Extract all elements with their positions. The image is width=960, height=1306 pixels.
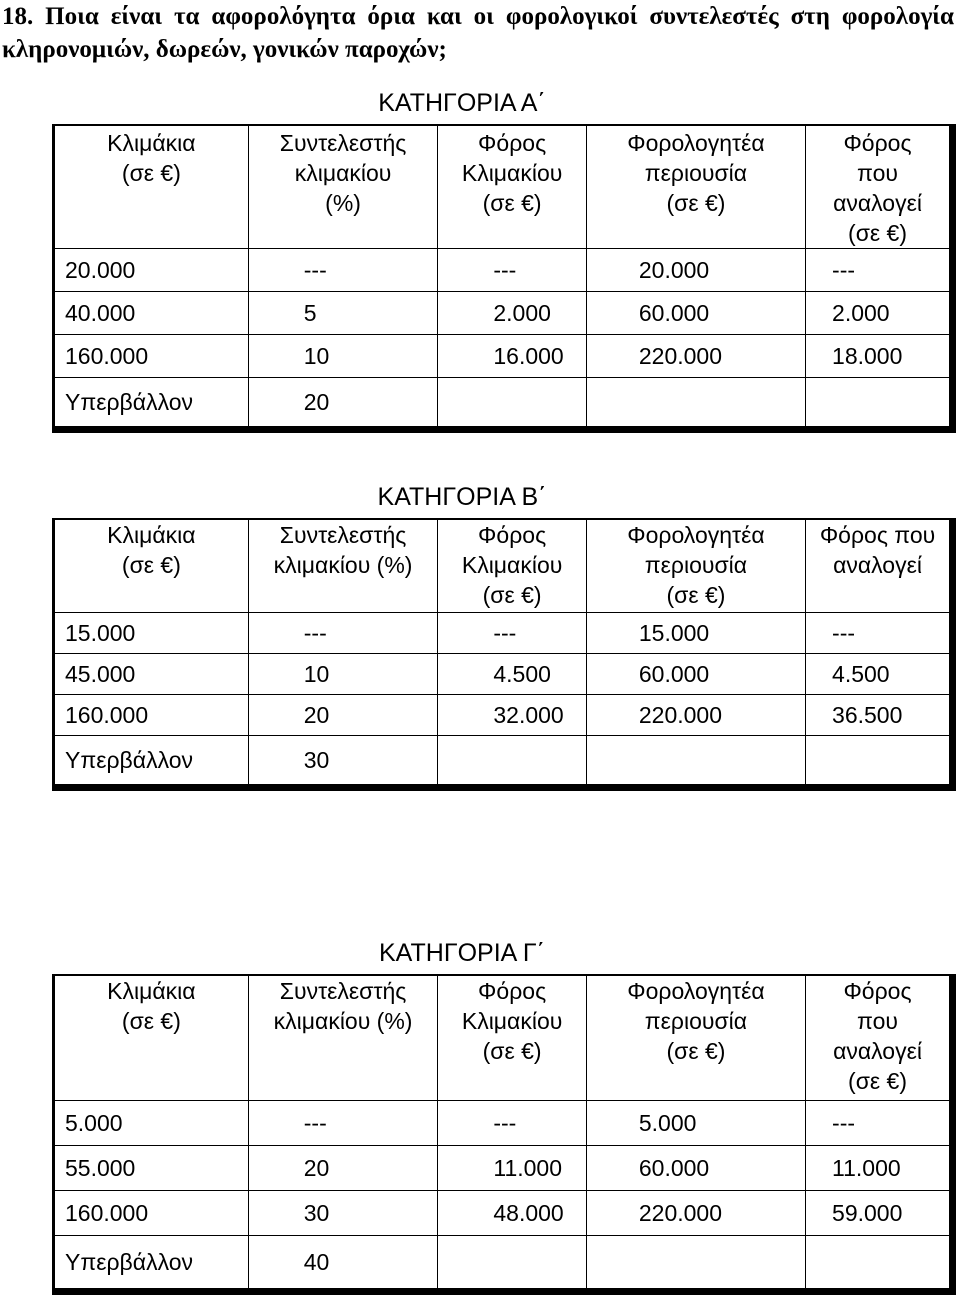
table-cell: [586, 736, 805, 788]
category-c-table: [52, 974, 956, 1295]
column-header: [54, 519, 249, 613]
table-cell: [438, 736, 587, 788]
table-cell: 45.000: [54, 654, 249, 695]
table-cell: [806, 378, 953, 430]
column-header-line: αναλογεί: [833, 552, 922, 578]
table-cell: [806, 736, 953, 788]
table-row: [54, 736, 953, 788]
column-header: [586, 519, 805, 613]
column-header: [806, 125, 953, 249]
table-row: [54, 695, 953, 736]
column-header-line: Συντελεστής: [279, 978, 407, 1004]
column-header-line: Κλιμάκια: [107, 130, 196, 156]
table-cell: 30: [248, 736, 438, 788]
column-header: [438, 125, 587, 249]
table-cell: 220.000: [586, 1191, 805, 1236]
column-header: [248, 519, 438, 613]
table-row: [54, 249, 953, 292]
column-header-line: (σε €): [121, 160, 181, 186]
table-cell: 11.000: [806, 1146, 953, 1191]
column-header-line: (σε €): [666, 1038, 726, 1064]
column-header-line: Φόρος: [478, 522, 547, 548]
column-header-line: Συντελεστής: [279, 522, 407, 548]
column-header-line: αναλογεί: [833, 190, 922, 216]
table-row: [54, 378, 953, 430]
column-header: [248, 125, 438, 249]
table-cell: 55.000: [54, 1146, 249, 1191]
table-cell: 60.000: [586, 654, 805, 695]
table-cell: 40.000: [54, 292, 249, 335]
column-header-line: Κλιμάκια: [107, 978, 196, 1004]
column-header-line: Φορολογητέα: [627, 978, 765, 1004]
category-a-table-wrap: [52, 124, 956, 433]
table-cell: 160.000: [54, 335, 249, 378]
category-b-table: [52, 518, 956, 791]
table-cell: 16.000: [438, 335, 587, 378]
column-header: [806, 975, 953, 1101]
category-c-table-wrap: [52, 974, 956, 1295]
table-cell: ---: [806, 613, 953, 654]
column-header: [54, 975, 249, 1101]
column-header-line: (σε €): [121, 552, 181, 578]
table-cell: 4.500: [438, 654, 587, 695]
table-cell: 5.000: [586, 1101, 805, 1146]
column-header-line: περιουσία: [644, 552, 748, 578]
column-header-line: που: [857, 1008, 898, 1034]
column-header: [54, 125, 249, 249]
table-cell: 5: [248, 292, 438, 335]
column-header-line: αναλογεί: [833, 1038, 922, 1064]
question-heading: 18. Ποια είναι τα αφορολόγητα όρια και οι φορολογικοί συντελεστές στη φορολογία κληρονομιών, δωρεών, γονικών παροχών;: [2, 3, 954, 63]
category-b-table-wrap: [52, 518, 956, 791]
column-header-line: Φορολογητέα: [627, 130, 765, 156]
column-header: [438, 975, 587, 1101]
table-row: [54, 292, 953, 335]
table-cell: ---: [438, 1101, 587, 1146]
table-cell: 20: [248, 695, 438, 736]
table-row: [54, 1146, 953, 1191]
table-cell: [438, 1236, 587, 1292]
column-header-line: κλιμακίου: [294, 160, 392, 186]
column-header-line: Φόρος: [478, 130, 547, 156]
column-header-line: (σε €): [121, 1008, 181, 1034]
column-header-line: (σε €): [666, 190, 726, 216]
column-header-line: Φόρος: [843, 978, 912, 1004]
table-cell: Υπερβάλλον: [54, 378, 249, 430]
table-cell: 20: [248, 1146, 438, 1191]
column-header-line: (σε €): [482, 190, 542, 216]
column-header-line: περιουσία: [644, 1008, 748, 1034]
table-row: [54, 1101, 953, 1146]
category-a-title: ΚΑΤΗΓΟΡΙΑ Α΄: [378, 89, 546, 117]
table-cell: 5.000: [54, 1101, 249, 1146]
table-cell: 20: [248, 378, 438, 430]
table-cell: ---: [248, 1101, 438, 1146]
header-row: [54, 975, 953, 1101]
table-cell: [586, 1236, 805, 1292]
table-cell: 160.000: [54, 695, 249, 736]
header-row: [54, 519, 953, 613]
column-header-line: (σε €): [848, 1068, 907, 1094]
table-cell: 11.000: [438, 1146, 587, 1191]
table-cell: 15.000: [586, 613, 805, 654]
column-header-line: Κλιμάκια: [107, 522, 196, 548]
table-cell: 20.000: [54, 249, 249, 292]
table-cell: 220.000: [586, 695, 805, 736]
table-cell: 2.000: [806, 292, 953, 335]
column-header-line: που: [857, 160, 898, 186]
table-cell: 60.000: [586, 292, 805, 335]
table-cell: 4.500: [806, 654, 953, 695]
table-cell: 48.000: [438, 1191, 587, 1236]
table-row: [54, 335, 953, 378]
table-cell: ---: [248, 249, 438, 292]
table-cell: 40: [248, 1236, 438, 1292]
table-cell: [806, 1236, 953, 1292]
column-header-line: Φόρος: [478, 978, 547, 1004]
table-cell: Υπερβάλλον: [54, 736, 249, 788]
column-header-line: Κλιμακίου: [461, 552, 563, 578]
table-cell: 220.000: [586, 335, 805, 378]
column-header-line: (σε €): [666, 582, 726, 608]
column-header-line: περιουσία: [644, 160, 748, 186]
column-header-line: Φορολογητέα: [627, 522, 765, 548]
column-header-line: Κλιμακίου: [461, 1008, 563, 1034]
table-row: [54, 654, 953, 695]
header-row: [54, 125, 953, 249]
table-cell: [586, 378, 805, 430]
table-cell: 18.000: [806, 335, 953, 378]
table-cell: 10: [248, 654, 438, 695]
table-cell: 2.000: [438, 292, 587, 335]
table-row: [54, 613, 953, 654]
table-cell: 20.000: [586, 249, 805, 292]
table-row: [54, 1191, 953, 1236]
table-cell: 36.500: [806, 695, 953, 736]
table-cell: ---: [806, 1101, 953, 1146]
column-header-line: Φόρος: [843, 130, 912, 156]
column-header-line: κλιμακίου (%): [273, 552, 413, 578]
column-header: [806, 519, 953, 613]
table-cell: ---: [438, 613, 587, 654]
column-header-line: Συντελεστής: [279, 130, 407, 156]
column-header-line: (σε €): [482, 582, 542, 608]
table-cell: 15.000: [54, 613, 249, 654]
table-cell: [438, 378, 587, 430]
category-b-title: ΚΑΤΗΓΟΡΙΑ Β΄: [377, 483, 547, 511]
column-header-line: κλιμακίου (%): [273, 1008, 413, 1034]
table-cell: 59.000: [806, 1191, 953, 1236]
column-header: [438, 519, 587, 613]
column-header-line: (%): [325, 190, 361, 216]
column-header: [586, 975, 805, 1101]
category-a-table: [52, 124, 956, 433]
table-cell: 160.000: [54, 1191, 249, 1236]
category-c-title: ΚΑΤΗΓΟΡΙΑ Γ΄: [379, 939, 545, 967]
table-cell: 10: [248, 335, 438, 378]
column-header: [248, 975, 438, 1101]
column-header-line: (σε €): [848, 220, 907, 246]
column-header-line: Κλιμακίου: [461, 160, 563, 186]
table-cell: ---: [248, 613, 438, 654]
table-cell: Υπερβάλλον: [54, 1236, 249, 1292]
table-cell: ---: [438, 249, 587, 292]
table-cell: 32.000: [438, 695, 587, 736]
table-cell: 30: [248, 1191, 438, 1236]
column-header-line: Φόρος που: [819, 522, 936, 548]
table-row: [54, 1236, 953, 1292]
table-cell: 60.000: [586, 1146, 805, 1191]
table-cell: ---: [806, 249, 953, 292]
column-header: [586, 125, 805, 249]
column-header-line: (σε €): [482, 1038, 542, 1064]
